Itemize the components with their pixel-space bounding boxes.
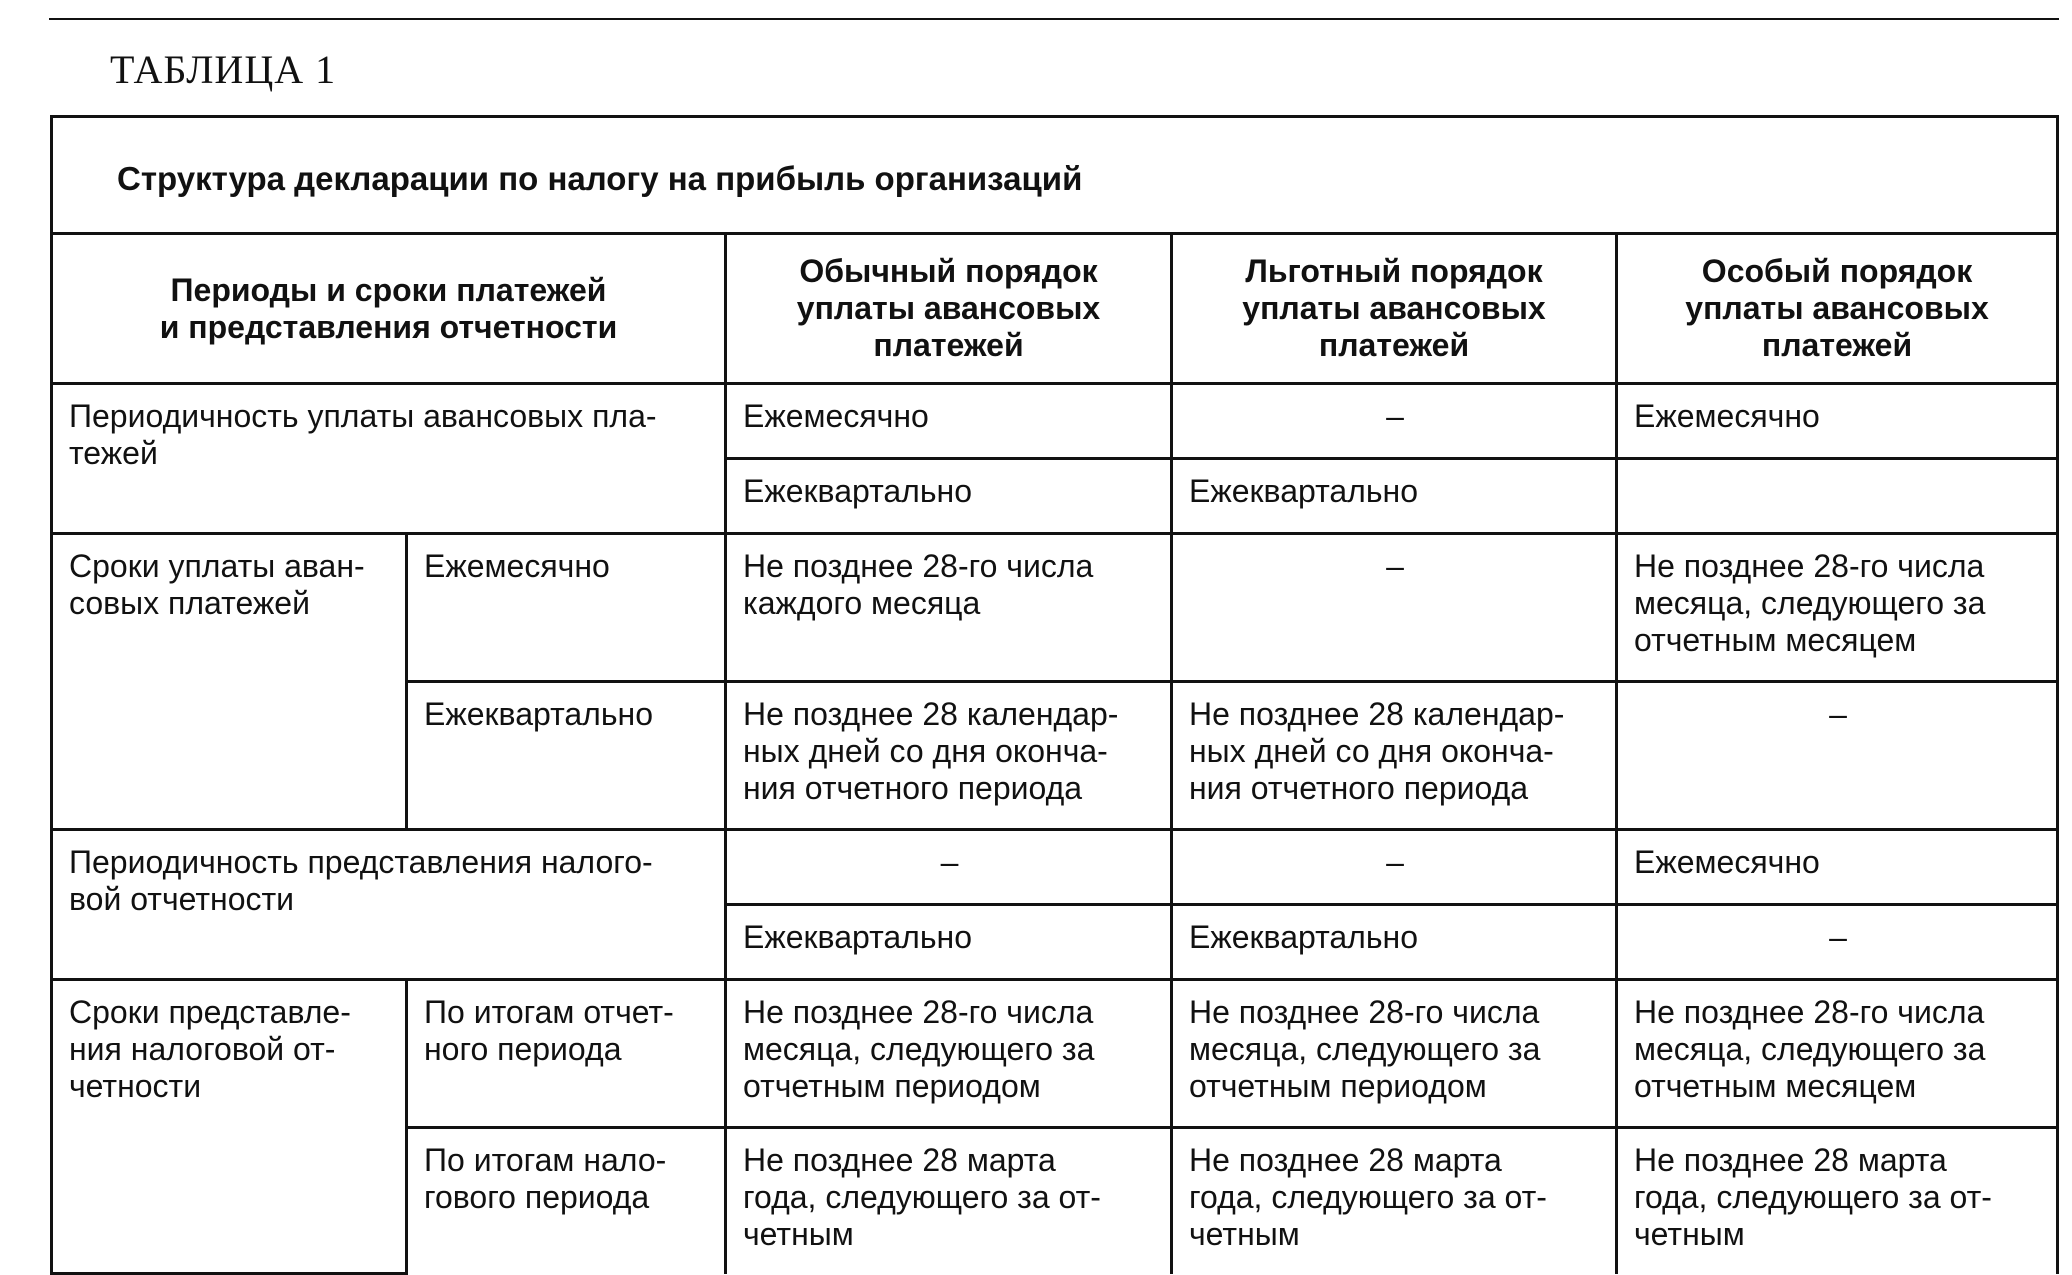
payment-frequency-label: Периодичность уплаты авансовых пла- тежей [52, 384, 726, 534]
table-title-row [52, 117, 2058, 234]
reporting-frequency-label: Периодичность представления налого- вой отчетности [52, 830, 726, 980]
table-row [52, 830, 2058, 905]
table-row [52, 534, 2058, 682]
table-title: Структура декларации по налогу на прибыль организаций [52, 117, 2058, 234]
payment-deadlines-quarterly-preferential: Не позднее 28 календар- ных дней со дня оконча- ния отчетного периода [1172, 682, 1617, 830]
reporting-deadlines-tax-label: По итогам нало- гового периода [407, 1128, 726, 1274]
reporting-deadlines-tax-preferential: Не позднее 28 марта года, следующего за от- четным [1172, 1128, 1617, 1274]
payment-deadlines-label: Сроки уплаты аван- совых платежей [52, 534, 407, 830]
payment-deadlines-quarterly-regular: Не позднее 28 календар- ных дней со дня оконча- ния отчетного периода [726, 682, 1172, 830]
payment-frequency-regular-1: Ежемесячно [726, 384, 1172, 459]
header-regular: Обычный порядок уплаты авансовых платежей [726, 234, 1172, 384]
payment-deadlines-quarterly-special: – [1617, 682, 2058, 830]
reporting-deadlines-label: Сроки представле- ния налоговой от- четности [52, 980, 407, 1274]
header-periods: Периоды и сроки платежей и представления отчетности [52, 234, 726, 384]
payment-deadlines-monthly-special: Не позднее 28-го числа месяца, следующего за отчетным месяцем [1617, 534, 2058, 682]
payment-frequency-preferential-1: – [1172, 384, 1617, 459]
payment-frequency-special-1: Ежемесячно [1617, 384, 2058, 459]
reporting-frequency-special-1: Ежемесячно [1617, 830, 2058, 905]
reporting-deadlines-period-preferential: Не позднее 28-го числа месяца, следующего за отчетным периодом [1172, 980, 1617, 1128]
payment-deadlines-monthly-preferential: – [1172, 534, 1617, 682]
payment-deadlines-monthly-regular: Не позднее 28-го числа каждого месяца [726, 534, 1172, 682]
header-preferential: Льготный порядок уплаты авансовых платежей [1172, 234, 1617, 384]
table-row [52, 384, 2058, 459]
reporting-deadlines-tax-regular: Не позднее 28 марта года, следующего за от- четным [726, 1128, 1172, 1274]
payment-frequency-special-2 [1617, 459, 2058, 534]
tax-declaration-table [50, 115, 2059, 1275]
payment-frequency-regular-2: Ежеквартально [726, 459, 1172, 534]
payment-frequency-preferential-2: Ежеквартально [1172, 459, 1617, 534]
reporting-frequency-preferential-2: Ежеквартально [1172, 905, 1617, 980]
reporting-deadlines-period-regular: Не позднее 28-го числа месяца, следующего за отчетным периодом [726, 980, 1172, 1128]
reporting-deadlines-tax-special: Не позднее 28 марта года, следующего за от- четным [1617, 1128, 2058, 1274]
reporting-frequency-special-2: – [1617, 905, 2058, 980]
payment-deadlines-monthly-label: Ежемесячно [407, 534, 726, 682]
reporting-frequency-regular-2: Ежеквартально [726, 905, 1172, 980]
table-row [52, 980, 2058, 1128]
reporting-deadlines-period-label: По итогам отчет- ного периода [407, 980, 726, 1128]
table-caption: ТАБЛИЦА 1 [110, 47, 337, 92]
header-special: Особый порядок уплаты авансовых платежей [1617, 234, 2058, 384]
header-row [52, 234, 2058, 384]
reporting-deadlines-period-special: Не позднее 28-го числа месяца, следующего за отчетным месяцем [1617, 980, 2058, 1128]
top-rule [49, 18, 2059, 20]
reporting-frequency-preferential-1: – [1172, 830, 1617, 905]
payment-deadlines-quarterly-label: Ежеквартально [407, 682, 726, 830]
reporting-frequency-regular-1: – [726, 830, 1172, 905]
